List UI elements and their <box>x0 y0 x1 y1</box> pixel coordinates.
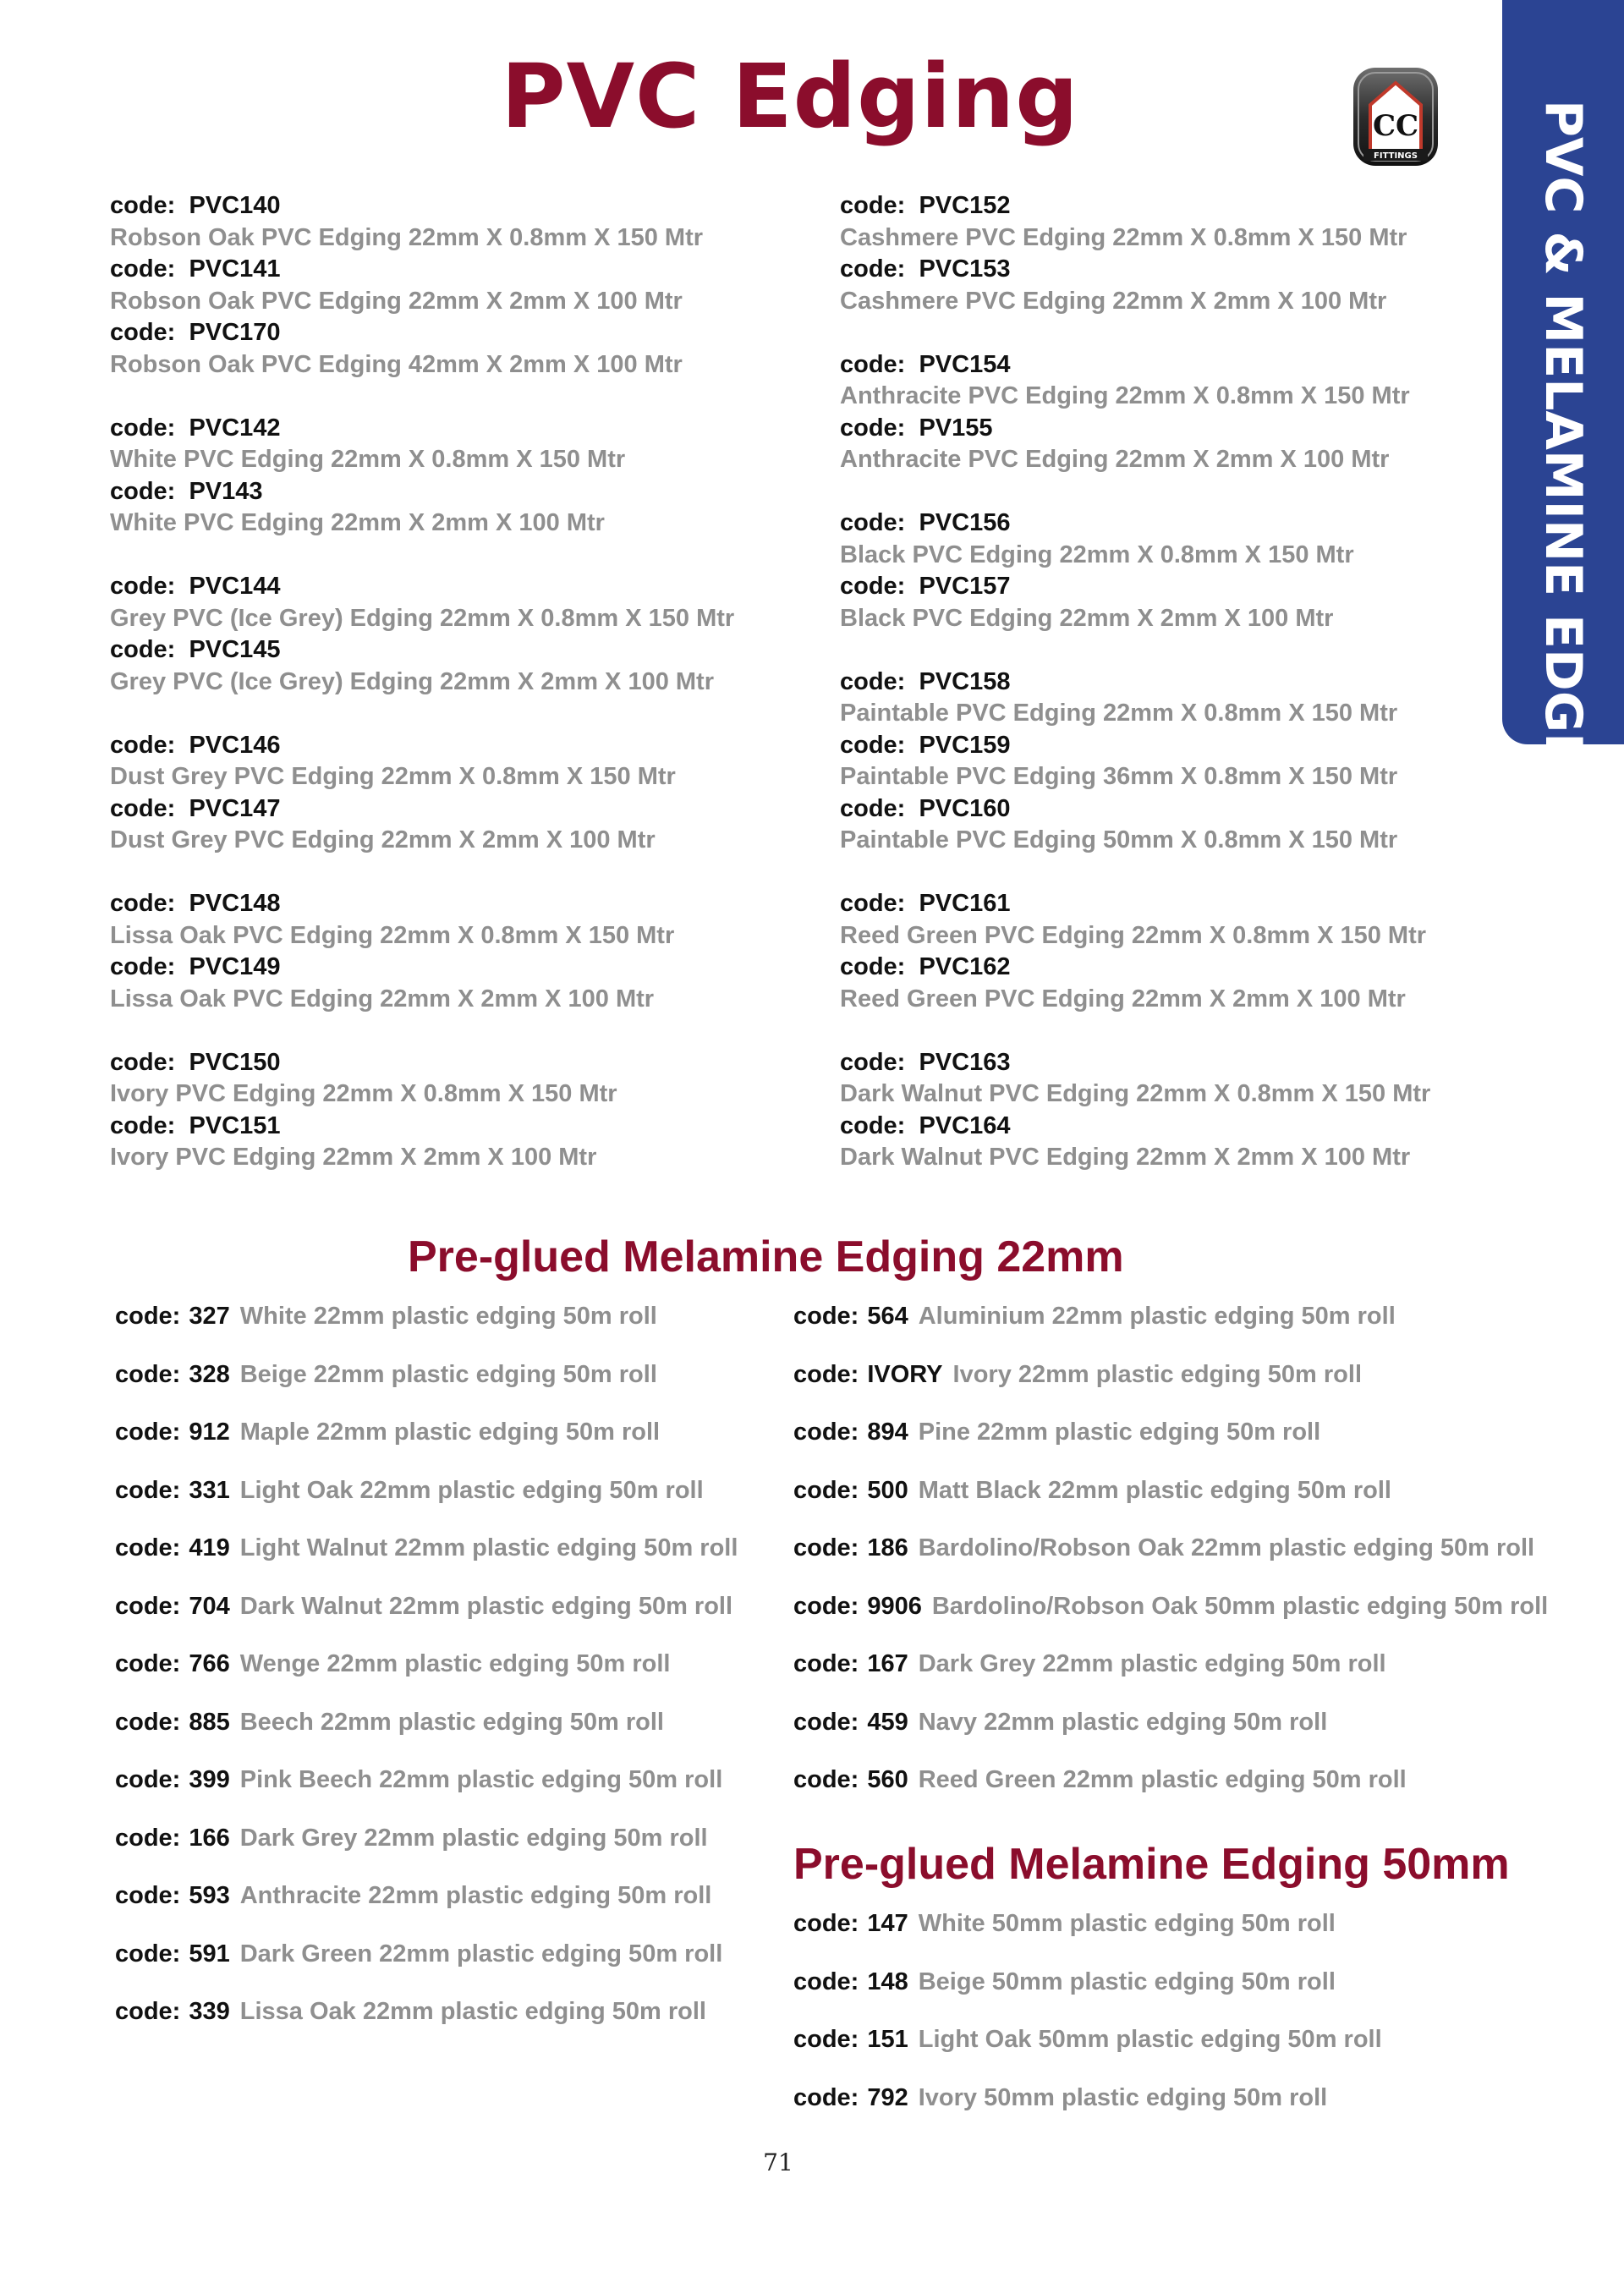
product-group <box>110 190 820 381</box>
product-code: PVC150 <box>189 1048 281 1076</box>
product-item <box>110 1047 820 1111</box>
product-description: Cashmere PVC Edging 22mm X 2mm X 100 Mtr <box>840 287 1387 315</box>
code-label: code: <box>840 414 906 442</box>
product-code: PVC163 <box>919 1048 1011 1076</box>
edging-code: 792 <box>867 2083 908 2111</box>
edging-description: Pink Beech 22mm plastic edging 50m roll <box>239 1766 723 1793</box>
edging-description: Light Oak 50mm plastic edging 50m roll <box>918 2026 1382 2053</box>
edging-code: IVORY <box>867 1360 943 1388</box>
edging-code: 564 <box>867 1303 908 1330</box>
product-code-line <box>840 1047 1550 1079</box>
edging-item <box>793 2023 1555 2082</box>
melamine-22mm-list-right <box>793 1300 1555 1822</box>
code-label: code: <box>793 1476 859 1504</box>
product-code-line <box>110 1111 820 1143</box>
edging-code: 766 <box>189 1650 230 1677</box>
product-item <box>840 508 1550 571</box>
code-label: code: <box>110 319 176 346</box>
side-tab-label: PVC & MELAMINE EDGING <box>1533 100 1593 836</box>
edging-code: 399 <box>189 1766 230 1793</box>
product-description: Dark Walnut PVC Edging 22mm X 2mm X 100 Mtr <box>840 1144 1411 1171</box>
product-item <box>110 1111 820 1174</box>
edging-description: Beige 50mm plastic edging 50m roll <box>918 1967 1336 1995</box>
product-code-line <box>110 190 820 222</box>
product-code: PVC145 <box>189 636 281 663</box>
product-description: Grey PVC (Ice Grey) Edging 22mm X 0.8mm X 150 Mtr <box>110 604 735 632</box>
edging-item <box>115 1764 876 1822</box>
melamine-22mm-heading: Pre-glued Melamine Edging 22mm <box>408 1232 1124 1281</box>
page-title: PVC Edging <box>501 45 1079 148</box>
product-code-line <box>110 476 820 508</box>
edging-description: White 22mm plastic edging 50m roll <box>239 1303 657 1330</box>
product-item <box>840 667 1550 730</box>
edging-code: 593 <box>189 1882 230 1909</box>
code-label: code: <box>840 794 906 822</box>
product-description: Paintable PVC Edging 50mm X 0.8mm X 150 Mtr <box>840 826 1398 853</box>
edging-code: 166 <box>189 1824 230 1852</box>
product-code-line <box>840 349 1550 381</box>
edging-item <box>793 2082 1555 2140</box>
code-label: code: <box>115 1360 181 1388</box>
product-code-line <box>110 888 820 920</box>
product-description: Black PVC Edging 22mm X 2mm X 100 Mtr <box>840 604 1334 632</box>
product-code-line <box>110 413 820 445</box>
code-label: code: <box>110 731 176 759</box>
product-description: Anthracite PVC Edging 22mm X 0.8mm X 150 Mtr <box>840 382 1410 409</box>
product-code-line <box>840 793 1550 826</box>
product-item <box>840 952 1550 1015</box>
code-label: code: <box>793 1360 859 1388</box>
edging-item <box>115 1822 876 1880</box>
product-description: Ivory PVC Edging 22mm X 0.8mm X 150 Mtr <box>110 1080 617 1107</box>
code-label: code: <box>110 192 176 219</box>
code-label: code: <box>793 2083 859 2111</box>
edging-item <box>115 1532 876 1590</box>
code-label: code: <box>115 1476 181 1504</box>
edging-description: Dark Grey 22mm plastic edging 50m roll <box>918 1650 1386 1677</box>
product-code: PVC159 <box>919 731 1011 759</box>
code-label: code: <box>840 667 906 695</box>
code-label: code: <box>115 1824 181 1852</box>
product-item <box>840 349 1550 413</box>
svg-text:FITTINGS: FITTINGS <box>1374 151 1418 161</box>
edging-item <box>793 1358 1555 1417</box>
edging-description: Wenge 22mm plastic edging 50m roll <box>239 1650 671 1677</box>
code-label: code: <box>793 1967 859 1995</box>
product-item <box>840 888 1550 952</box>
product-code: PVC156 <box>919 509 1011 536</box>
edging-description: Aluminium 22mm plastic edging 50m roll <box>918 1303 1396 1330</box>
product-code: PVC164 <box>919 1111 1011 1139</box>
edging-code: 167 <box>867 1650 908 1677</box>
edging-code: 331 <box>189 1476 230 1504</box>
edging-description: Ivory 22mm plastic edging 50m roll <box>952 1360 1363 1388</box>
edging-description: Dark Grey 22mm plastic edging 50m roll <box>239 1824 708 1852</box>
product-code-line <box>840 254 1550 286</box>
product-code: PVC142 <box>189 414 281 442</box>
product-description: Reed Green PVC Edging 22mm X 2mm X 100 Mtr <box>840 985 1406 1013</box>
product-description: Dust Grey PVC Edging 22mm X 0.8mm X 150 Mtr <box>110 763 676 790</box>
cc-fittings-logo <box>1352 66 1443 171</box>
product-group <box>110 730 820 857</box>
product-code-line <box>110 952 820 984</box>
product-description: Robson Oak PVC Edging 42mm X 2mm X 100 Mtr <box>110 350 683 378</box>
product-code: PVC141 <box>189 255 281 283</box>
edging-description: Dark Walnut 22mm plastic edging 50m roll <box>239 1592 733 1620</box>
product-item <box>110 413 820 476</box>
code-label: code: <box>793 1650 859 1677</box>
product-item <box>110 571 820 634</box>
edging-description: Navy 22mm plastic edging 50m roll <box>918 1708 1328 1736</box>
code-label: code: <box>115 1419 181 1446</box>
edging-item <box>115 1358 876 1417</box>
edging-code: 500 <box>867 1476 908 1504</box>
edging-item <box>115 1706 876 1764</box>
edging-description: Beige 22mm plastic edging 50m roll <box>239 1360 657 1388</box>
edging-description: Ivory 50mm plastic edging 50m roll <box>918 2083 1328 2111</box>
product-code-line <box>840 190 1550 222</box>
product-code-line <box>110 1047 820 1079</box>
edging-item <box>793 1532 1555 1590</box>
code-label: code: <box>110 477 176 505</box>
product-item <box>110 476 820 540</box>
product-code: PVC147 <box>189 794 281 822</box>
product-code: PVC152 <box>919 192 1011 219</box>
code-label: code: <box>115 1592 181 1620</box>
edging-description: Lissa Oak 22mm plastic edging 50m roll <box>239 1998 706 2025</box>
edging-item <box>793 1706 1555 1764</box>
edging-item <box>115 1416 876 1474</box>
product-group <box>110 413 820 540</box>
edging-description: Matt Black 22mm plastic edging 50m roll <box>918 1476 1391 1504</box>
edging-description: Beech 22mm plastic edging 50m roll <box>239 1708 664 1736</box>
product-group <box>110 1047 820 1174</box>
edging-description: Pine 22mm plastic edging 50m roll <box>918 1419 1321 1446</box>
product-code-line <box>840 667 1550 699</box>
product-code: PVC151 <box>189 1111 281 1139</box>
edging-item <box>793 1648 1555 1706</box>
product-description: Ivory PVC Edging 22mm X 2mm X 100 Mtr <box>110 1144 597 1171</box>
edging-description: White 50mm plastic edging 50m roll <box>918 1910 1336 1937</box>
product-code: PVC154 <box>919 350 1011 378</box>
product-item <box>840 793 1550 857</box>
product-item <box>840 1111 1550 1174</box>
edging-item <box>793 1300 1555 1358</box>
code-label: code: <box>115 1303 181 1330</box>
code-label: code: <box>115 1708 181 1736</box>
product-description: Paintable PVC Edging 36mm X 0.8mm X 150 Mtr <box>840 763 1398 790</box>
product-code-line <box>110 793 820 826</box>
code-label: code: <box>840 731 906 759</box>
edging-item <box>115 1995 876 2054</box>
edging-item <box>793 1966 1555 2024</box>
edging-item <box>115 1938 876 1996</box>
product-description: White PVC Edging 22mm X 2mm X 100 Mtr <box>110 509 605 536</box>
edging-code: 704 <box>189 1592 230 1620</box>
product-item <box>110 793 820 857</box>
product-code: PVC157 <box>919 573 1011 600</box>
edging-code: 328 <box>189 1360 230 1388</box>
edging-item <box>793 1907 1555 1966</box>
code-label: code: <box>840 192 906 219</box>
product-code-line <box>840 888 1550 920</box>
pvc-list-left <box>110 190 820 1205</box>
edging-code: 9906 <box>867 1592 922 1620</box>
page-number: 71 <box>763 2149 793 2176</box>
code-label: code: <box>840 509 906 536</box>
code-label: code: <box>110 414 176 442</box>
code-label: code: <box>793 1766 859 1793</box>
product-group <box>110 888 820 1015</box>
edging-item <box>115 1300 876 1358</box>
edging-item <box>793 1474 1555 1533</box>
product-description: Black PVC Edging 22mm X 0.8mm X 150 Mtr <box>840 541 1354 568</box>
product-description: White PVC Edging 22mm X 0.8mm X 150 Mtr <box>110 446 626 473</box>
product-description: Anthracite PVC Edging 22mm X 2mm X 100 Mtr <box>840 446 1390 473</box>
code-label: code: <box>793 1708 859 1736</box>
product-item <box>840 1047 1550 1111</box>
product-description: Robson Oak PVC Edging 22mm X 0.8mm X 150 Mtr <box>110 223 704 251</box>
melamine-50mm-heading: Pre-glued Melamine Edging 50mm <box>793 1840 1510 1889</box>
product-code: PVC140 <box>189 192 281 219</box>
product-item <box>110 634 820 698</box>
code-label: code: <box>793 2026 859 2053</box>
code-label: code: <box>793 1534 859 1561</box>
product-item <box>110 254 820 317</box>
product-code: PVC162 <box>919 953 1011 980</box>
code-label: code: <box>840 350 906 378</box>
product-item <box>840 190 1550 254</box>
code-label: code: <box>793 1419 859 1446</box>
edging-description: Light Walnut 22mm plastic edging 50m roll <box>239 1534 738 1561</box>
edging-description: Light Oak 22mm plastic edging 50m roll <box>239 1476 704 1504</box>
code-label: code: <box>115 1998 181 2025</box>
code-label: code: <box>115 1940 181 1967</box>
code-label: code: <box>840 1048 906 1076</box>
product-code-line <box>840 571 1550 603</box>
product-code: PVC148 <box>189 890 281 917</box>
product-code-line <box>840 1111 1550 1143</box>
product-code-line <box>110 571 820 603</box>
product-item <box>840 413 1550 476</box>
product-code-line <box>840 508 1550 540</box>
product-group <box>840 1047 1550 1174</box>
product-item <box>110 952 820 1015</box>
edging-item <box>115 1590 876 1649</box>
edging-item <box>793 1416 1555 1474</box>
code-label: code: <box>793 1303 859 1330</box>
product-description: Dust Grey PVC Edging 22mm X 2mm X 100 Mtr <box>110 826 656 853</box>
edging-item <box>793 1764 1555 1822</box>
product-code-line <box>840 730 1550 762</box>
product-item <box>110 730 820 793</box>
product-code: PV143 <box>189 477 263 505</box>
code-label: code: <box>110 255 176 283</box>
product-code: PVC146 <box>189 731 281 759</box>
product-description: Dark Walnut PVC Edging 22mm X 0.8mm X 150 Mtr <box>840 1080 1431 1107</box>
product-group <box>840 349 1550 476</box>
code-label: code: <box>110 1111 176 1139</box>
product-item <box>840 254 1550 317</box>
product-group <box>840 190 1550 317</box>
product-code-line <box>840 952 1550 984</box>
code-label: code: <box>110 636 176 663</box>
code-label: code: <box>115 1766 181 1793</box>
edging-item <box>115 1880 876 1938</box>
product-item <box>110 888 820 952</box>
product-group <box>840 667 1550 857</box>
melamine-22mm-list-left <box>115 1300 876 2054</box>
edging-item <box>115 1648 876 1706</box>
code-label: code: <box>840 890 906 917</box>
product-code: PV155 <box>919 414 993 442</box>
product-code: PVC153 <box>919 255 1011 283</box>
product-description: Robson Oak PVC Edging 22mm X 2mm X 100 Mtr <box>110 287 683 315</box>
product-group <box>840 888 1550 1015</box>
product-code-line <box>110 254 820 286</box>
code-label: code: <box>840 255 906 283</box>
code-label: code: <box>110 1048 176 1076</box>
edging-code: 151 <box>867 2026 908 2053</box>
svg-text:CC: CC <box>1372 109 1419 143</box>
product-description: Paintable PVC Edging 22mm X 0.8mm X 150 Mtr <box>840 700 1398 727</box>
code-label: code: <box>110 794 176 822</box>
code-label: code: <box>110 573 176 600</box>
edging-item <box>793 1590 1555 1649</box>
product-code-line <box>110 730 820 762</box>
product-description: Lissa Oak PVC Edging 22mm X 0.8mm X 150 Mtr <box>110 921 675 949</box>
pvc-list-right <box>840 190 1550 1205</box>
edging-code: 591 <box>189 1940 230 1967</box>
product-code: PVC160 <box>919 794 1011 822</box>
code-label: code: <box>110 953 176 980</box>
code-label: code: <box>840 953 906 980</box>
edging-code: 339 <box>189 1998 230 2025</box>
product-code: PVC158 <box>919 667 1011 695</box>
product-code-line <box>840 413 1550 445</box>
edging-description: Maple 22mm plastic edging 50m roll <box>239 1419 661 1446</box>
edging-code: 560 <box>867 1766 908 1793</box>
edging-description: Dark Green 22mm plastic edging 50m roll <box>239 1940 723 1967</box>
edging-code: 419 <box>189 1534 230 1561</box>
product-item <box>110 317 820 381</box>
product-code: PVC170 <box>189 319 281 346</box>
edging-code: 912 <box>189 1419 230 1446</box>
product-group <box>840 508 1550 634</box>
code-label: code: <box>793 1592 859 1620</box>
product-group <box>110 571 820 698</box>
product-item <box>840 730 1550 793</box>
code-label: code: <box>110 890 176 917</box>
melamine-50mm-list <box>793 1907 1555 2139</box>
edging-code: 186 <box>867 1534 908 1561</box>
product-description: Lissa Oak PVC Edging 22mm X 2mm X 100 Mtr <box>110 985 655 1013</box>
edging-code: 148 <box>867 1967 908 1995</box>
edging-description: Reed Green 22mm plastic edging 50m roll <box>918 1766 1407 1793</box>
edging-code: 147 <box>867 1910 908 1937</box>
code-label: code: <box>793 1910 859 1937</box>
edging-description: Anthracite 22mm plastic edging 50m roll <box>239 1882 712 1909</box>
product-code-line <box>110 317 820 349</box>
product-description: Cashmere PVC Edging 22mm X 0.8mm X 150 Mtr <box>840 223 1407 251</box>
product-item <box>840 571 1550 634</box>
edging-item <box>115 1474 876 1533</box>
code-label: code: <box>115 1534 181 1561</box>
code-label: code: <box>840 573 906 600</box>
code-label: code: <box>115 1882 181 1909</box>
code-label: code: <box>840 1111 906 1139</box>
product-code: PVC144 <box>189 573 281 600</box>
product-code: PVC149 <box>189 953 281 980</box>
edging-code: 885 <box>189 1708 230 1736</box>
product-description: Grey PVC (Ice Grey) Edging 22mm X 2mm X 100 Mtr <box>110 667 714 695</box>
code-label: code: <box>115 1650 181 1677</box>
edging-code: 327 <box>189 1303 230 1330</box>
edging-description: Bardolino/Robson Oak 22mm plastic edging 50m roll <box>918 1534 1535 1561</box>
edging-code: 459 <box>867 1708 908 1736</box>
product-code-line <box>110 634 820 667</box>
product-code: PVC161 <box>919 890 1011 917</box>
edging-description: Bardolino/Robson Oak 50mm plastic edging 50m roll <box>931 1592 1549 1620</box>
product-description: Reed Green PVC Edging 22mm X 0.8mm X 150 Mtr <box>840 921 1427 949</box>
edging-code: 894 <box>867 1419 908 1446</box>
product-item <box>110 190 820 254</box>
